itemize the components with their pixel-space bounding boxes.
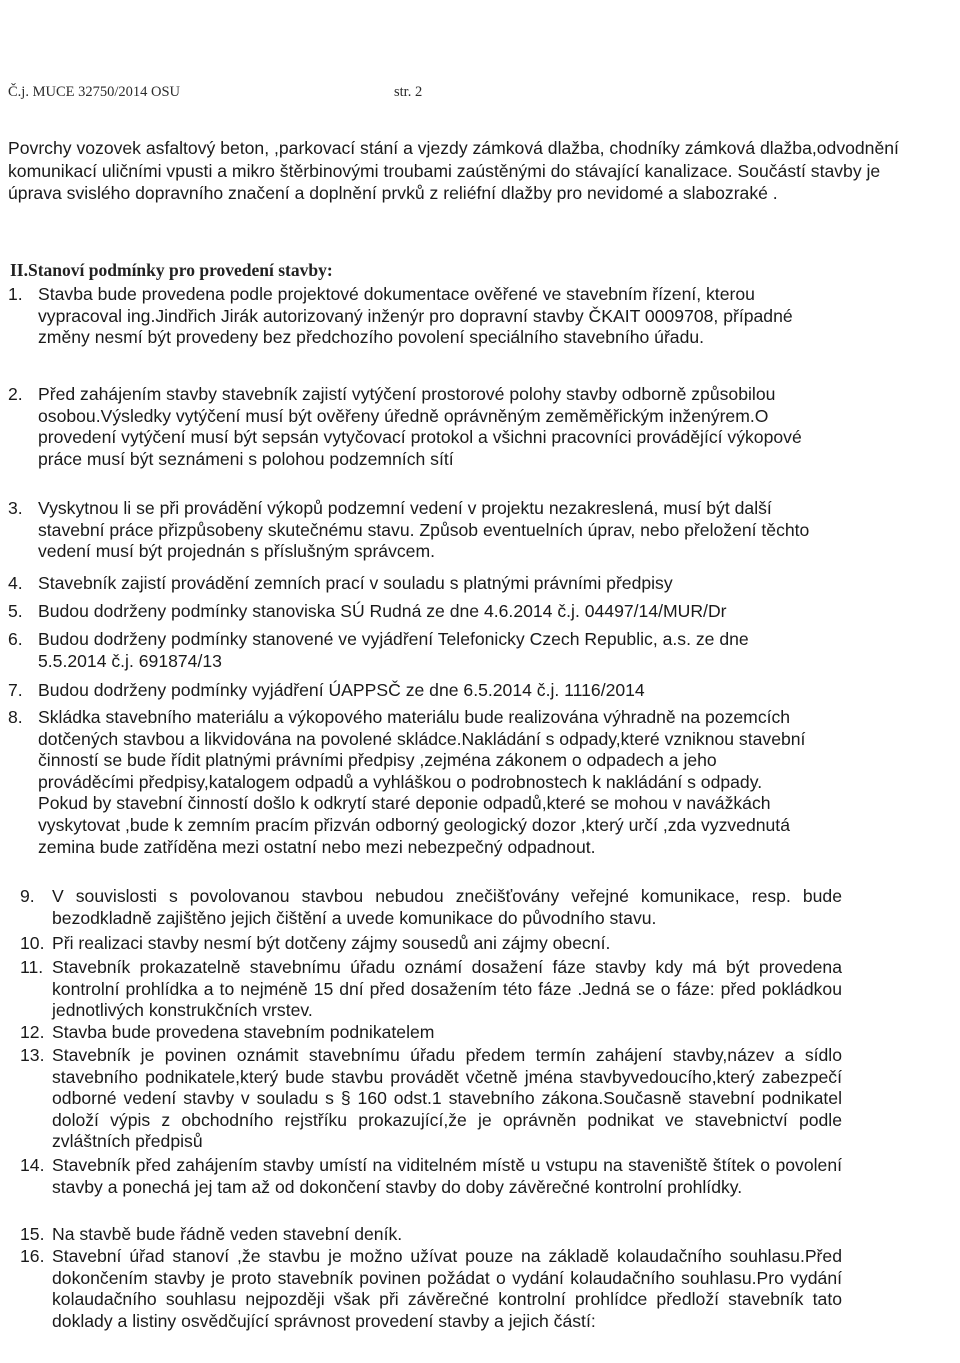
condition-item-8 xyxy=(8,707,808,858)
item-number: 3. xyxy=(8,498,23,518)
item-text: Skládka stavebního materiálu a výkopového materiálu bude realizována výhradně na pozemcích dotčených stavbou a likvidována na povolené skládce.Nakládání s odpady,které vzniknou stavební činností se bude řídit platnými právními předpisy ,zejména zákonem o odpadech a jeho prováděcími předpisy,katalogem odpadů a vyhláškou o podrobnostech k nakládání s odpady. Pokud by stavební činností došlo k odkrytí staré deponie odpadů,které se mohou v navážkách vyskytovat ,bude k zemním pracím přizván odborný geologický dozor ,který určí ,zda vyzvednutá zemina bude zatříděna mezi ostatní nebo mezi nebezpečný odpadnout. xyxy=(38,707,806,857)
item-text: Na stavbě bude řádně veden stavební deník. xyxy=(52,1224,403,1244)
item-number: 7. xyxy=(8,680,23,700)
condition-item-12 xyxy=(20,1022,880,1044)
item-text: Budou dodrženy podmínky stanoviska SÚ Rudná ze dne 4.6.2014 č.j. 04497/14/MUR/Dr xyxy=(38,601,727,621)
condition-item-5 xyxy=(8,601,908,623)
item-text: Stavba bude provedena stavebním podnikatelem xyxy=(52,1022,435,1042)
condition-item-13 xyxy=(20,1045,842,1153)
condition-item-7 xyxy=(8,680,908,702)
item-number: 10. xyxy=(20,933,45,953)
document-header xyxy=(8,84,423,101)
section-title: II.Stanoví podmínky pro provedení stavby: xyxy=(10,260,333,280)
item-number: 2. xyxy=(8,384,23,404)
intro-paragraph: Povrchy vozovek asfaltový beton, ,parkovací stání a vjezdy zámková dlažba, chodníky zámková dlažba,odvodnění komunikací uličními vpusti a mikro štěrbinovými troubami zaústěnými do stávající kanalizace. Součástí stavby je úprava svislého dopravního značení a doplnění prvků z reliéfní dlažby pro nevidomé a slabozraké . xyxy=(8,138,899,203)
item-number: 1. xyxy=(8,284,23,304)
item-text: V souvislosti s povolovanou stavbou nebudou znečišťovány veřejné komunikace, resp. bude bezodkladně zajištěno jejich čištění a uvede komunikace do původního stavu. xyxy=(52,886,842,928)
condition-item-1 xyxy=(8,284,838,349)
condition-item-16 xyxy=(20,1246,842,1332)
item-number: 13. xyxy=(20,1045,45,1065)
item-text: Stavba bude provedena podle projektové dokumentace ověřené ve stavebním řízení, kterou vypracoval ing.Jindřich Jirák autorizovaný inženýr pro dopravní stavby ČKAIT 0009708, případné změny nesmí být provedeny bez předchozího povolení speciálního stavebního úřadu. xyxy=(38,284,793,348)
condition-item-4 xyxy=(8,573,908,595)
item-number: 9. xyxy=(20,886,35,906)
item-number: 14. xyxy=(20,1155,45,1175)
condition-item-11 xyxy=(20,957,842,1022)
condition-item-14 xyxy=(20,1155,842,1198)
item-text: Stavebník je povinen oznámit stavebnímu úřadu předem termín zahájení stavby,název a sídlo stavebního podnikatele,který bude stavbu provádět včetně jména stavbyvedoucího,který zabezpečí odborné vedení stavby v souladu s § 160 odst.1 stavebního zákona.Současně stavební podnikatel doloží výpis z obchodního rejstříku prokazující,že je oprávněn podnikat ve stavebnictví podle zvláštních předpisů xyxy=(52,1045,842,1152)
item-text: Vyskytnou li se při provádění výkopů podzemní vedení v projektu nezakreslená, musí být další stavební práce přizpůsobeny skutečnému stavu. Způsob eventuelních úprav, nebo přeložení těchto vedení musí být projednán s příslušným správcem. xyxy=(38,498,810,562)
item-number: 8. xyxy=(8,707,23,727)
item-number: 5. xyxy=(8,601,23,621)
item-text: Stavební úřad stanoví ,že stavbu je možno užívat pouze na základě kolaudačního souhlasu.Před dokončením stavby je proto stavebník povinen požádat o vydání kolaudačního souhlasu.Pro vydání kolaudačního souhlasu nejpozději však při závěrečné kontrolní prohlídce předloží stavebník tato doklady a listiny osvědčující správnost provedení stavby a jejich částí: xyxy=(52,1246,842,1331)
item-number: 12. xyxy=(20,1022,45,1042)
condition-item-3 xyxy=(8,498,838,563)
item-text: Při realizaci stavby nesmí být dotčeny zájmy sousedů ani zájmy obecní. xyxy=(52,933,611,953)
item-number: 16. xyxy=(20,1246,45,1266)
condition-item-9 xyxy=(20,886,842,929)
item-number: 4. xyxy=(8,573,23,593)
item-text: Budou dodrženy podmínky stanovené ve vyjádření Telefonicky Czech Republic, a.s. ze dne 5.5.2014 č.j. 691874/13 xyxy=(38,629,749,671)
page-number: str. 2 xyxy=(394,84,423,100)
reference-number: Č.j. MUCE 32750/2014 OSU xyxy=(8,84,181,100)
item-number: 6. xyxy=(8,629,23,649)
condition-item-15 xyxy=(20,1224,880,1246)
item-text: Stavebník před zahájením stavby umístí na viditelném místě u vstupu na staveniště štítek o povolení stavby a ponechá jej tam až od dokončení stavby do doby závěrečné kontrolní prohlídky. xyxy=(52,1155,842,1197)
item-text: Budou dodrženy podmínky vyjádření ÚAPPSČ ze dne 6.5.2014 č.j. 1116/2014 xyxy=(38,680,645,700)
item-text: Před zahájením stavby stavebník zajistí vytýčení prostorové polohy stavby odborně způsobilou osobou.Výsledky vytýčení musí být ověřeny úředně oprávněným zeměměřickým inženýrem.O provedení vytýčení musí být sepsán vytyčovací protokol a všichni pracovníci provádějící výkopové práce musí být seznámeni s polohou podzemních sítí xyxy=(38,384,802,469)
condition-item-10 xyxy=(20,933,880,955)
item-number: 15. xyxy=(20,1224,45,1244)
item-number: 11. xyxy=(20,957,44,977)
condition-item-6 xyxy=(8,629,818,672)
item-text: Stavebník zajistí provádění zemních prací v souladu s platnými právními předpisy xyxy=(38,573,673,593)
item-text: Stavebník prokazatelně stavebnímu úřadu oznámí dosažení fáze stavby kdy má být provedena kontrolní prohlídka a to nejméně 15 dní před dosažením této fáze .Jedná se o fáze: před pokládkou jednotlivých konstrukčních vrstev. xyxy=(52,957,842,1021)
condition-item-2 xyxy=(8,384,838,470)
